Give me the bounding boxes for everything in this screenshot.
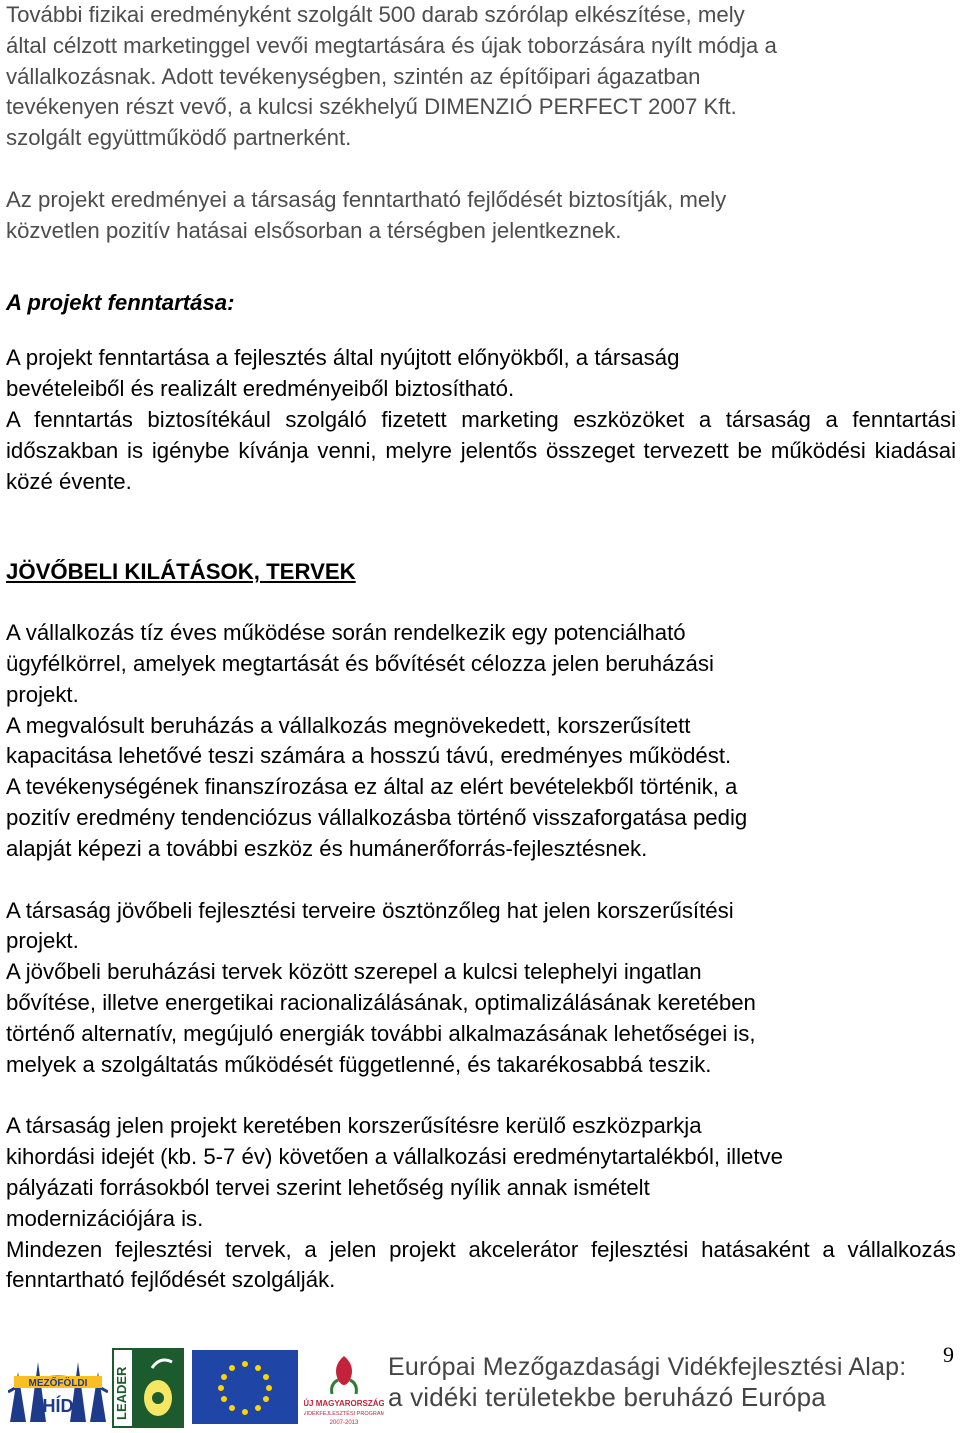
text-line: További fizikai eredményként szolgált 500 darab szórólap elkészítése, mely: [6, 2, 745, 27]
text-line: Az projekt eredményei a társaság fenntartható fejlődését biztosítják, mely: [6, 186, 727, 212]
hid-logo-bottom-text: HÍD: [42, 1396, 74, 1416]
text-line: pályázati forrásokból tervei szerint lehetőség nyílik annak ismételt: [6, 1174, 650, 1200]
future-paragraph-2: [6, 896, 956, 1081]
intro-paragraph-2: [6, 185, 956, 247]
eu-fund-line-2: a vidéki területekbe beruházó Európa: [388, 1382, 826, 1412]
text-line: modernizációjára is.: [6, 1205, 204, 1231]
text-line: vállalkozásnak. Adott tevékenységben, szintén az építőipari ágazatban: [6, 63, 701, 89]
text-line: kihordási idejét (kb. 5-7 év) követően a vállalkozási eredménytartalékból, illetve: [6, 1144, 783, 1170]
text-line: A társaság jövőbeli fejlesztési terveire ösztönzőleg hat jelen korszerűsítési: [6, 897, 734, 923]
text-line: projekt.: [6, 681, 79, 707]
future-paragraph-3: [6, 1111, 956, 1234]
hid-logo-top-text: MEZŐFÖLDI: [28, 1378, 88, 1389]
text-line: történő alternatív, megújuló energiák további alkalmazásának lehetőségei is,: [6, 1020, 756, 1046]
umvp-logo-text-3: 2007-2013: [329, 1420, 359, 1426]
text-line: projekt.: [6, 928, 79, 954]
text-line: bővítése, illetve energetikai racionalizálásának, optimalizálásának keretében: [6, 989, 756, 1015]
text-line: alapját képezi a további eszköz és humánerőforrás-fejlesztésnek.: [6, 835, 648, 861]
leader-logo-text: LEADER: [114, 1366, 129, 1420]
section-title-future: JÖVŐBELI KILÁTÁSOK, TERVEK: [6, 559, 356, 585]
umvp-logo-text-1: ÚJ MAGYARORSZÁG: [304, 1399, 384, 1408]
umvp-logo-text-2: VIDÉKFEJLESZTÉSI PROGRAM: [304, 1411, 384, 1417]
text-line: melyek a szolgáltatás működését függetlenné, és takarékosabbá teszik.: [6, 1051, 712, 1077]
maintenance-paragraph-2: A fenntartás biztosítékául szolgáló fizetett marketing eszközöket a társaság a fenntartási időszakban is igénybe kívánja venni, melyre jelentős összeget tervezett be működési kiadásai közé évente.: [6, 406, 956, 494]
text-line: által célzott marketinggel vevői megtartására és újak toborzására nyílt módja a: [6, 32, 777, 58]
text-line: tevékenyen részt vevő, a kulcsi székhelyű DIMENZIÓ PERFECT 2007 Kft.: [6, 94, 737, 120]
uj-magyarorszag-logo: [304, 1350, 384, 1428]
text-line: pozitív eredmény tendenciózus vállalkozásba történő visszaforgatása pedig: [6, 804, 748, 830]
section-title-maintenance: A projekt fenntartása:: [6, 289, 235, 315]
text-line: A projekt fenntartása a fejlesztés által nyújtott előnyökből, a társaság: [6, 345, 680, 371]
text-line: szolgált együttműködő partnerként.: [6, 125, 352, 151]
text-line: A jövőbeli beruházási tervek között szerepel a kulcsi telephelyi ingatlan: [6, 959, 702, 985]
text-line: közvetlen pozitív hatásai elsősorban a térségben jelentkeznek.: [6, 217, 622, 243]
text-line: A tevékenységének finanszírozása ez által az elért bevételekből történik, a: [6, 774, 738, 800]
text-line: A megvalósult beruházás a vállalkozás megnövekedett, korszerűsített: [6, 712, 691, 738]
maintenance-paragraph-1: [6, 343, 956, 405]
mezofoldi-hid-logo: [8, 1352, 108, 1424]
text-line: ügyfélkörrel, amelyek megtartását és bővítését célozza jelen beruházási: [6, 650, 714, 676]
eu-fund-caption: [388, 1352, 906, 1412]
leader-logo: [112, 1348, 184, 1428]
text-line: kapacitása lehetővé teszi számára a hosszú távú, eredményes működést.: [6, 743, 732, 769]
page-number: 9: [943, 1342, 954, 1367]
future-paragraph-4: Mindezen fejlesztési tervek, a jelen projekt akcelerátor fejlesztési hatásaként a vállalkozás fenntartható fejlődését szolgálják.: [6, 1236, 956, 1293]
eu-flag-logo: [192, 1350, 298, 1424]
intro-paragraph-1: [6, 0, 956, 154]
text-line: A vállalkozás tíz éves működése során rendelkezik egy potenciálható: [6, 620, 686, 646]
text-line: A társaság jelen projekt keretében korszerűsítésre kerülő eszközparkja: [6, 1113, 702, 1139]
document-page: [6, 0, 956, 1296]
text-line: bevételeiből és realizált eredményeiből biztosítható.: [6, 376, 515, 402]
future-paragraph-1: [6, 618, 956, 864]
eu-fund-line-1: Európai Mezőgazdasági Vidékfejlesztési Alap:: [388, 1353, 907, 1381]
